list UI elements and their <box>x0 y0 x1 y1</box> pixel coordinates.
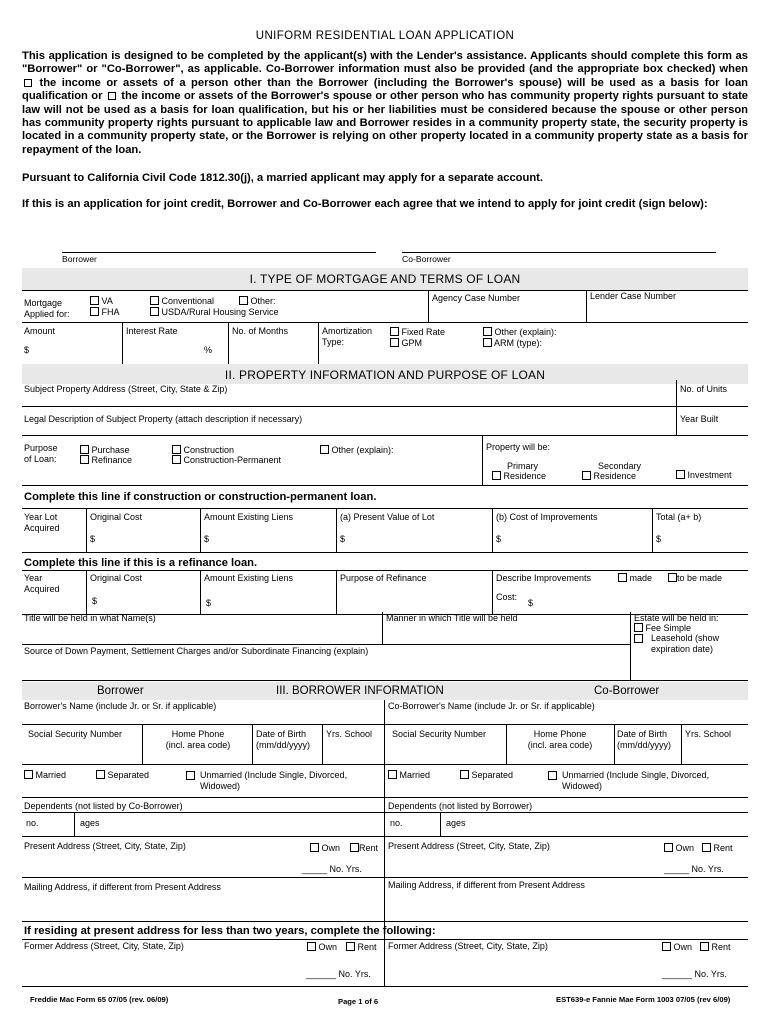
other-explain-option[interactable]: Other (explain): <box>483 327 557 338</box>
borrower-dependents-label: Dependents (not listed by Co-Borrower) <box>24 801 183 811</box>
coborrower-mailing-label: Mailing Address, if different from Present Address <box>388 880 585 890</box>
made-option[interactable]: made <box>618 573 652 584</box>
intro-part-b: the income or assets of a person other than the Borrower (including the Borrower's spouse) will be used as a basis for loan qualification or <box>22 76 748 103</box>
borrower-former-rent-checkbox[interactable] <box>346 942 355 951</box>
cost-dollar[interactable]: $ <box>528 598 534 608</box>
other-explain-checkbox[interactable] <box>483 327 492 336</box>
coborrower-former-rent-option[interactable]: Rent <box>700 942 731 953</box>
coborrower-unmarried-checkbox[interactable] <box>548 771 557 780</box>
existing-liens-label: Amount Existing Liens <box>204 512 294 522</box>
california-note: Pursuant to California Civil Code 1812.30(j), a married applicant may apply for a separate account. <box>22 172 543 184</box>
section3-title: III. BORROWER INFORMATION <box>276 685 444 697</box>
coborrower-former-own-option[interactable]: Own <box>662 942 692 953</box>
borrower-signature-label: Borrower <box>62 254 97 264</box>
other-purpose-option[interactable]: Other (explain): <box>320 445 394 456</box>
subject-address-label: Subject Property Address (Street, City, State & Zip) <box>24 384 228 394</box>
footer-page: Page 1 of 6 <box>338 997 379 1006</box>
coborrower-phone-label: Home Phone (incl. area code) <box>527 729 593 750</box>
describe-improvements-label: Describe Improvements <box>496 573 592 583</box>
borrower-former-own-option[interactable]: Own <box>307 942 337 953</box>
borrower-signature-line[interactable] <box>62 252 376 253</box>
cost-label: Cost: <box>496 592 518 602</box>
section2-header <box>22 364 748 384</box>
intro-part-c: the income or assets of the Borrower's spouse or other person who has community property rights pursuant to state law will not be used as a basis for loan qualification, but his or her liabilities must be considered because the spouse or other person has community property rights pursuant to applicable law and Borrower resides in a community property state, the security property is located in a community property state, or the Borrower is relying on other property located in a community property state as a basis for repayment of the loan. <box>22 90 749 156</box>
intro-paragraph <box>22 50 748 157</box>
mortgage-applied-label: Mortgage Applied for: <box>24 298 70 319</box>
gpm-option[interactable]: GPM <box>390 338 422 349</box>
lender-case-label: Lender Case Number <box>590 291 677 301</box>
borrower-separated-checkbox[interactable] <box>96 770 105 779</box>
primary-label: Primary <box>507 461 538 471</box>
footer-right: EST639-e Fannie Mae Form 1003 07/05 (rev 6/09) <box>556 995 731 1004</box>
fha-option[interactable]: FHA <box>90 307 120 318</box>
joint-credit-note: If this is an application for joint credit, Borrower and Co-Borrower each agree that we intend to apply for joint credit (sign below): <box>22 198 708 210</box>
section2-title: II. PROPERTY INFORMATION AND PURPOSE OF LOAN <box>224 368 546 382</box>
manner-label: Manner in which Title will be held <box>386 613 518 623</box>
construction-permanent-checkbox[interactable] <box>172 455 181 464</box>
construction-line-heading: Complete this line if construction or construction-permanent loan. <box>24 491 377 503</box>
purchase-checkbox[interactable] <box>80 445 89 454</box>
borrower-mailing-label: Mailing Address, if different from Present Address <box>24 882 221 892</box>
total-dollar[interactable]: $ <box>656 534 662 544</box>
amount-dollar[interactable]: $ <box>24 345 30 355</box>
coborrower-former-own-checkbox[interactable] <box>662 942 671 951</box>
borrower-married-option[interactable]: Married <box>24 770 66 781</box>
investment-checkbox[interactable] <box>676 470 685 479</box>
other-purpose-checkbox[interactable] <box>320 445 329 454</box>
section1-title: I. TYPE OF MORTGAGE AND TERMS OF LOAN <box>249 272 521 286</box>
fha-checkbox[interactable] <box>90 307 99 316</box>
conventional-option[interactable]: Conventional <box>150 296 214 307</box>
intro-part-a: This application is designed to be completed by the applicant(s) with the Lender's assistance. Applicants should complete this form as "Borrower" or "Co-Borrower", as applicable. Co-Borrower information must also be provided (and the appropriate box checked) when <box>22 50 748 76</box>
present-value-label: (a) Present Value of Lot <box>340 512 435 522</box>
coborrower-former-address-label: Former Address (Street, City, State, Zip) <box>388 941 548 951</box>
borrower-phone-label: Home Phone (incl. area code) <box>165 729 231 750</box>
refi-existing-liens-label: Amount Existing Liens <box>204 573 294 583</box>
borrower-former-no-yrs[interactable]: ______ No. Yrs. <box>306 969 371 979</box>
coborrower-dep-no-label: no. <box>390 818 403 828</box>
property-will-be-label: Property will be: <box>486 442 551 452</box>
present-value-dollar[interactable]: $ <box>340 534 346 544</box>
borrower-dep-ages-label: ages <box>80 818 100 828</box>
form-title: UNIFORM RESIDENTIAL LOAN APPLICATION <box>255 30 515 42</box>
arm-option[interactable]: ARM (type): <box>483 338 542 349</box>
coborrower-former-rent-checkbox[interactable] <box>700 942 709 951</box>
construction-permanent-option[interactable]: Construction-Permanent <box>172 455 281 466</box>
borrower-dep-no-label: no. <box>26 818 39 828</box>
checkbox-include-income[interactable] <box>24 79 32 87</box>
conventional-checkbox[interactable] <box>150 296 159 305</box>
refinance-option[interactable]: Refinance <box>80 455 132 466</box>
amount-label: Amount <box>24 326 56 336</box>
purpose-label: Purpose of Loan: <box>24 443 58 464</box>
coborrower-separated-option[interactable]: Separated <box>460 770 513 781</box>
borrower-own-checkbox[interactable] <box>310 843 319 852</box>
coborrower-unmarried-option[interactable]: Unmarried (Include Single, Divorced, Widowed) <box>548 770 744 791</box>
coborrower-dependents-label: Dependents (not listed by Borrower) <box>388 801 533 811</box>
units-label: No. of Units <box>680 384 728 394</box>
footer-left: Freddie Mac Form 65 07/05 (rev. 06/09) <box>30 995 169 1004</box>
leasehold-option[interactable]: Leasehold (show expiration date) <box>634 633 744 654</box>
coborrower-dob-label: Date of Birth (mm/dd/yyyy) <box>617 729 671 750</box>
coborrower-separated-checkbox[interactable] <box>460 770 469 779</box>
borrower-married-checkbox[interactable] <box>24 770 33 779</box>
coborrower-yrs-school-label: Yrs. School <box>685 729 732 739</box>
coborrower-own-checkbox[interactable] <box>664 843 673 852</box>
coborrower-married-checkbox[interactable] <box>388 770 397 779</box>
va-option[interactable]: VA <box>90 296 113 307</box>
title-names-label: Title will be held in what Name(s) <box>24 613 156 623</box>
coborrower-former-no-yrs[interactable]: ______ No. Yrs. <box>662 969 727 979</box>
refinance-line-heading: Complete this line if this is a refinance loan. <box>24 557 258 569</box>
cost-improvements-label: (b) Cost of Improvements <box>496 512 598 522</box>
coborrower-own-option[interactable]: Own <box>664 843 694 854</box>
construction-checkbox[interactable] <box>172 445 181 454</box>
section3-coborrower-heading: Co-Borrower <box>594 685 660 697</box>
fee-simple-checkbox[interactable] <box>634 623 643 632</box>
amortization-label: Amortization Type: <box>322 326 373 347</box>
coborrower-married-option[interactable]: Married <box>388 770 430 781</box>
existing-liens-dollar[interactable]: $ <box>204 534 210 544</box>
other-mortgage-option[interactable]: Other: <box>239 296 276 307</box>
coborrower-rent-option[interactable]: Rent <box>702 843 733 854</box>
borrower-ssn-label: Social Security Number <box>28 729 123 739</box>
borrower-dob-label: Date of Birth (mm/dd/yyyy) <box>256 729 310 750</box>
year-built-label: Year Built <box>680 414 719 424</box>
interest-rate-percent[interactable]: % <box>204 345 213 355</box>
borrower-rent-checkbox[interactable] <box>350 843 359 852</box>
coborrower-dep-ages-label: ages <box>446 818 466 828</box>
coborrower-ssn-label: Social Security Number <box>392 729 487 739</box>
residing-heading: If residing at present address for less than two years, complete the following: <box>24 925 436 937</box>
borrower-present-address-label: Present Address (Street, City, State, Zip) <box>24 841 186 851</box>
year-lot-label: Year Lot Acquired <box>24 512 60 533</box>
leasehold-checkbox[interactable] <box>634 634 643 643</box>
borrower-yrs-school-label: Yrs. School <box>326 729 373 739</box>
usda-checkbox[interactable] <box>150 307 159 316</box>
borrower-former-own-checkbox[interactable] <box>307 942 316 951</box>
coborrower-rent-checkbox[interactable] <box>702 843 711 852</box>
secondary-residence-option[interactable]: Residence <box>582 471 636 482</box>
legal-description-label: Legal Description of Subject Property (attach description if necessary) <box>24 414 303 424</box>
refinance-checkbox[interactable] <box>80 455 89 464</box>
coborrower-signature-line[interactable] <box>402 252 716 253</box>
coborrower-no-yrs[interactable]: _____ No. Yrs. <box>664 864 724 874</box>
section1-header <box>22 268 748 290</box>
purchase-option[interactable]: Purchase <box>80 445 130 456</box>
coborrower-present-address-label: Present Address (Street, City, State, Zip) <box>388 841 550 851</box>
total-label: Total (a+ b) <box>656 512 702 522</box>
secondary-residence-checkbox[interactable] <box>582 471 591 480</box>
borrower-own-option[interactable]: Own <box>310 843 340 854</box>
borrower-name-label: Borrower's Name (include Jr. or Sr. if applicable) <box>24 701 217 711</box>
refi-original-cost-dollar[interactable]: $ <box>92 596 98 606</box>
fixed-rate-checkbox[interactable] <box>390 327 399 336</box>
cost-improvements-dollar[interactable]: $ <box>496 534 502 544</box>
year-acquired-label: Year Acquired <box>24 573 60 594</box>
borrower-unmarried-option[interactable]: Unmarried (Include Single, Divorced, Widowed) <box>186 770 376 791</box>
original-cost-dollar[interactable]: $ <box>90 534 96 544</box>
borrower-unmarried-checkbox[interactable] <box>186 771 195 780</box>
to-be-made-checkbox[interactable] <box>668 573 677 582</box>
borrower-rent-option[interactable]: Rent <box>350 843 378 854</box>
investment-option[interactable]: Investment <box>676 470 732 481</box>
interest-rate-label: Interest Rate <box>126 326 178 336</box>
va-checkbox[interactable] <box>90 296 99 305</box>
primary-residence-checkbox[interactable] <box>492 471 501 480</box>
gpm-checkbox[interactable] <box>390 338 399 347</box>
agency-case-label: Agency Case Number <box>432 293 521 303</box>
arm-checkbox[interactable] <box>483 338 492 347</box>
section3-borrower-heading: Borrower <box>97 685 144 697</box>
coborrower-signature-label: Co-Borrower <box>402 254 451 264</box>
to-be-made-option[interactable]: to be made <box>668 573 722 584</box>
borrower-no-yrs[interactable]: _____ No. Yrs. <box>302 864 362 874</box>
construction-option[interactable]: Construction <box>172 445 234 456</box>
fee-simple-option[interactable]: Fee Simple <box>634 623 691 634</box>
coborrower-name-label: Co-Borrower's Name (include Jr. or Sr. if applicable) <box>388 701 595 711</box>
usda-option[interactable]: USDA/Rural Housing Service <box>150 307 279 318</box>
borrower-former-rent-option[interactable]: Rent <box>346 942 377 953</box>
borrower-separated-option[interactable]: Separated <box>96 770 149 781</box>
estate-label: Estate will be held in: <box>634 613 719 623</box>
other-mortgage-checkbox[interactable] <box>239 296 248 305</box>
primary-residence-option[interactable]: Residence <box>492 471 546 482</box>
refi-existing-liens-dollar[interactable]: $ <box>206 598 212 608</box>
months-label: No. of Months <box>232 326 289 336</box>
made-checkbox[interactable] <box>618 573 627 582</box>
refi-original-cost-label: Original Cost <box>90 573 143 583</box>
purpose-refinance-label: Purpose of Refinance <box>340 573 427 583</box>
secondary-label: Secondary <box>598 461 642 471</box>
source-label: Source of Down Payment, Settlement Charges and/or Subordinate Financing (explain) <box>24 646 369 656</box>
fixed-rate-option[interactable]: Fixed Rate <box>390 327 445 338</box>
borrower-former-address-label: Former Address (Street, City, State, Zip) <box>24 941 184 951</box>
original-cost-label: Original Cost <box>90 512 143 522</box>
checkbox-exclude-income[interactable] <box>108 92 116 100</box>
